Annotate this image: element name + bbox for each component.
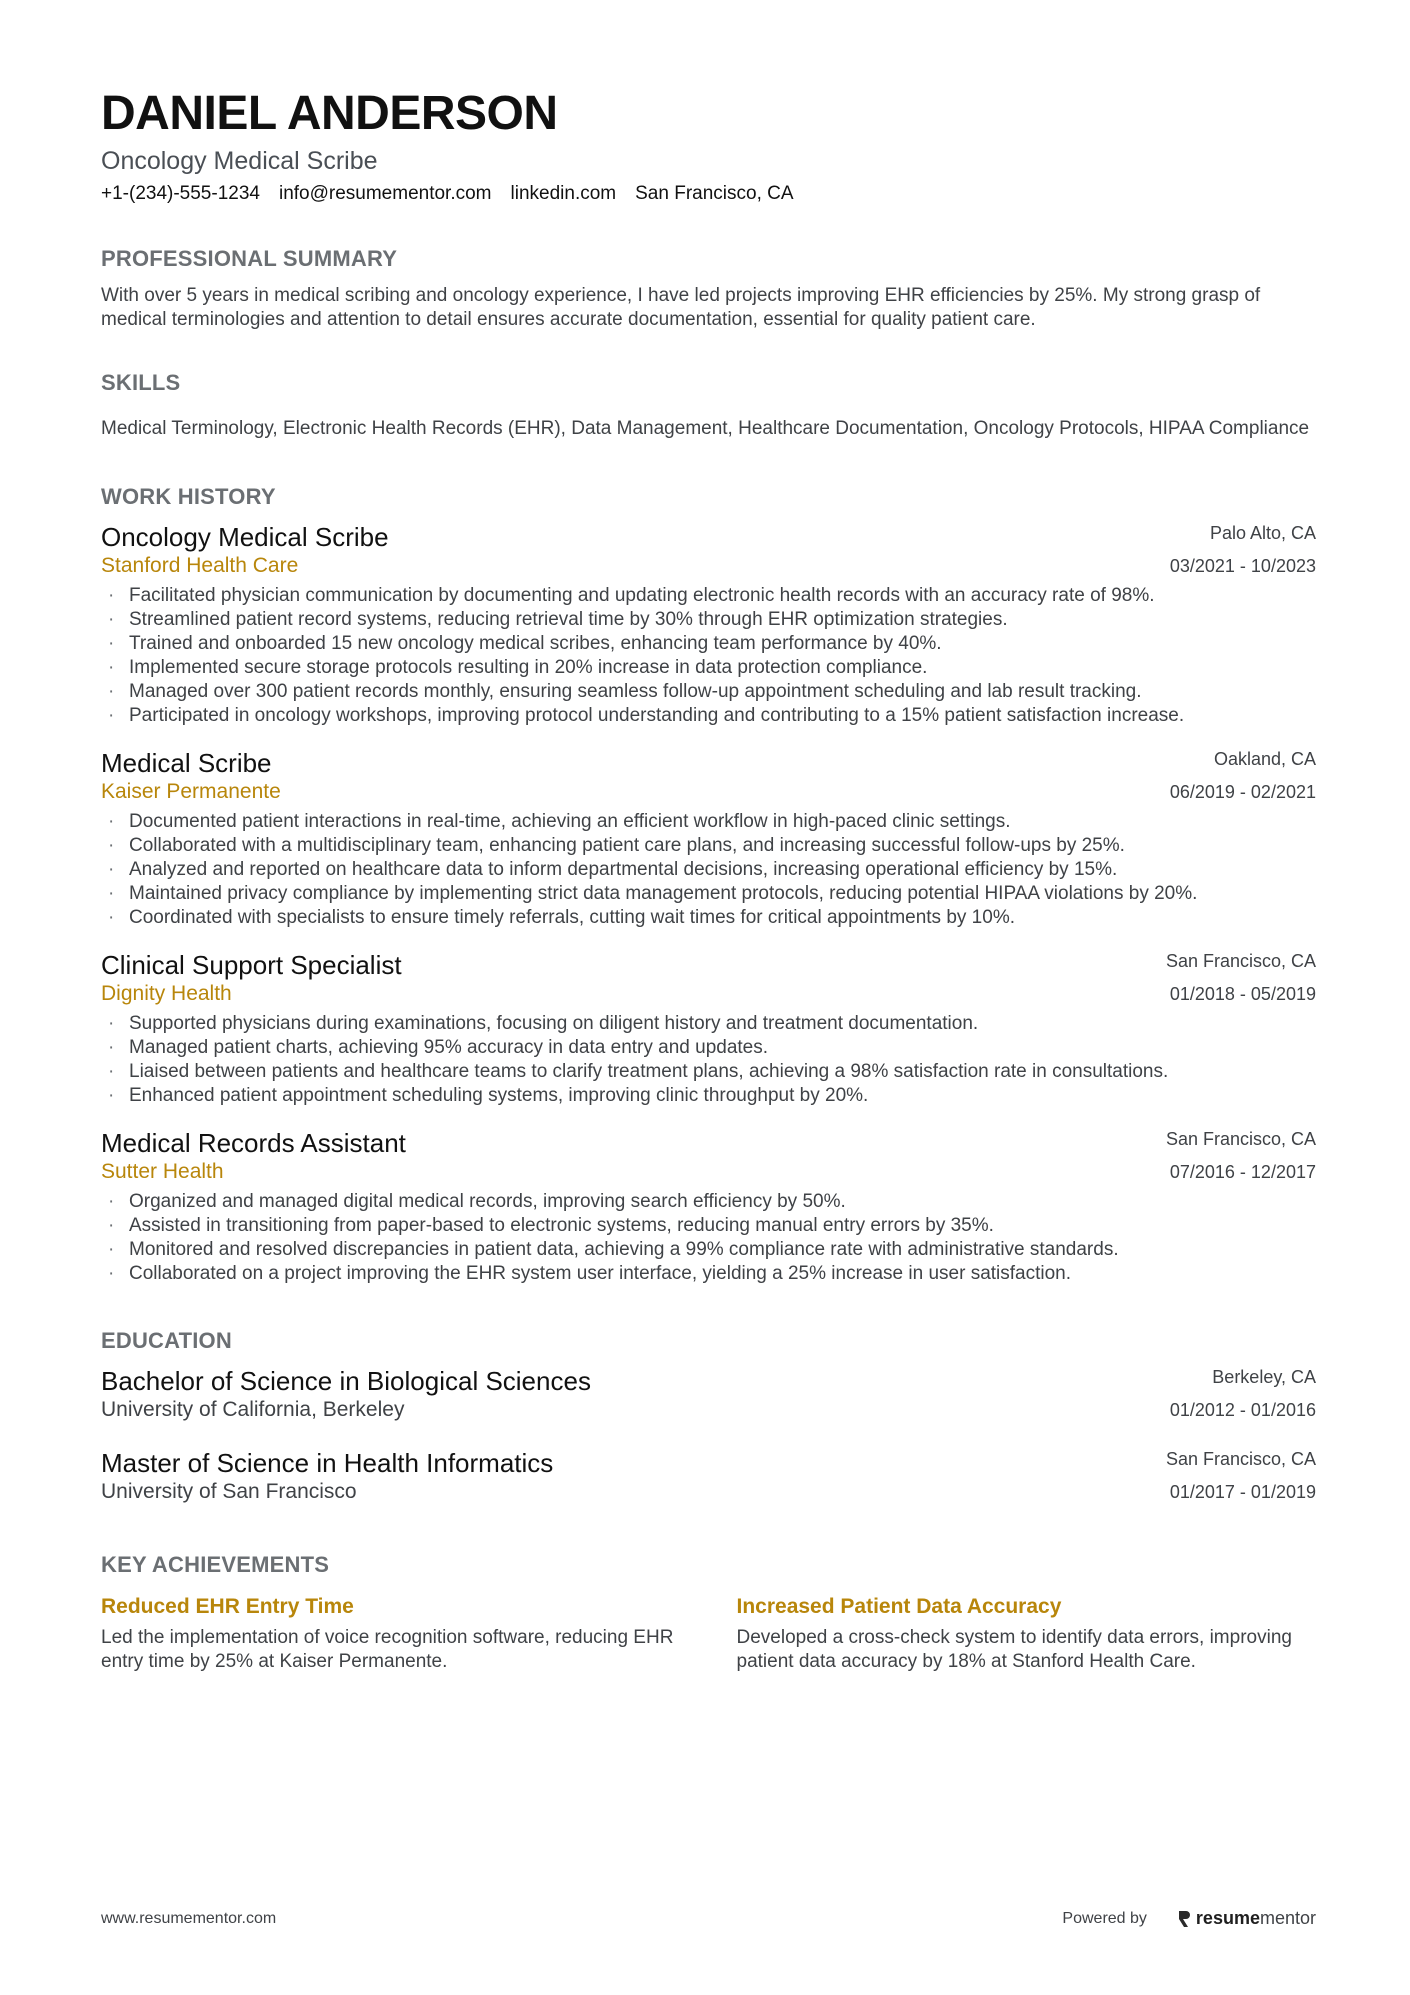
powered-by-label: Powered by (1062, 1909, 1147, 1927)
job-title: Clinical Support Specialist (101, 950, 402, 980)
achievement-item (737, 1594, 1317, 1674)
bullet-item: · Managed over 300 patient records monthly, ensuring seamless follow-up appointment scheduling and lab result tracking. (108, 681, 1142, 702)
bullet-item: · Facilitated physician communication by documenting and updating electronic health records with an accuracy rate of 98%. (108, 585, 1155, 606)
summary-section (101, 246, 1316, 332)
contact-email[interactable]: info@resumementor.com (278, 183, 492, 204)
bullet-item: · Trained and onboarded 15 new oncology medical scribes, enhancing team performance by 40%. (108, 633, 942, 654)
bullet-item: · Monitored and resolved discrepancies in patient data, achieving a 99% compliance rate with administrative standards. (108, 1239, 1119, 1260)
job-location: Palo Alto, CA (1209, 523, 1316, 543)
job-bullets (101, 1012, 1316, 1108)
education-dates: 01/2012 - 01/2016 (1169, 1400, 1316, 1420)
section-title-summary: PROFESSIONAL SUMMARY (101, 246, 398, 271)
bullet-item: · Documented patient interactions in real-time, achieving an efficient workflow in high-paced clinic settings. (108, 811, 1011, 832)
achievement-title: Reduced EHR Entry Time (101, 1595, 354, 1618)
section-title-education: EDUCATION (101, 1328, 232, 1353)
bullet-item: · Coordinated with specialists to ensure timely referrals, cutting wait times for critical appointments by 10%. (108, 907, 1015, 928)
job-bullets (101, 1190, 1316, 1286)
school-name: University of San Francisco (101, 1480, 357, 1503)
bullet-item: · Liaised between patients and healthcare teams to clarify treatment plans, achieving a 98% satisfaction rate in consultations. (108, 1061, 1169, 1082)
education-entry (101, 1366, 1316, 1424)
achievement-title: Increased Patient Data Accuracy (736, 1595, 1062, 1618)
achievements-grid (101, 1594, 1316, 1674)
bullet-item: · Organized and managed digital medical records, improving search efficiency by 50%. (108, 1191, 846, 1212)
contact-location: San Francisco, CA (635, 183, 794, 204)
job-company: Sutter Health (101, 1160, 224, 1183)
job-location: Oakland, CA (1213, 749, 1316, 769)
bullet-item: · Assisted in transitioning from paper-based to electronic systems, reducing manual entry errors by 35%. (108, 1215, 994, 1236)
brand-rest: mentor (1259, 1908, 1316, 1928)
contact-phone: +1-(234)-555-1234 (101, 183, 260, 204)
page-footer (101, 1908, 1316, 1929)
bullet-item: · Managed patient charts, achieving 95% accuracy in data entry and updates. (108, 1037, 769, 1058)
education-entry (101, 1448, 1316, 1506)
work-section (101, 484, 1316, 1286)
contact-row (101, 182, 1316, 206)
achievement-desc: Developed a cross-check system to identify data errors, improving patient data accuracy by 18% at Stanford Health Care. (736, 1627, 1292, 1672)
job-title: Medical Records Assistant (101, 1128, 406, 1158)
education-section (101, 1328, 1316, 1506)
skills-text: Medical Terminology, Electronic Health Records (EHR), Data Management, Healthcare Documentation, Oncology Protocols, HIPAA Compliance (101, 418, 1310, 439)
degree-title: Bachelor of Science in Biological Sciences (101, 1366, 591, 1396)
school-name: University of California, Berkeley (101, 1398, 405, 1421)
candidate-role: Oncology Medical Scribe (101, 147, 378, 175)
bullet-item: · Collaborated with a multidisciplinary team, enhancing patient care plans, and increasing successful follow-ups by 25%. (108, 835, 1125, 856)
job-bullets (101, 584, 1316, 728)
job-dates: 06/2019 - 02/2021 (1169, 782, 1316, 802)
contact-linkedin[interactable]: linkedin.com (510, 183, 617, 204)
job-entry (101, 1128, 1316, 1286)
job-company: Stanford Health Care (101, 554, 299, 577)
candidate-name: DANIEL ANDERSON (101, 87, 558, 140)
job-location: San Francisco, CA (1165, 1129, 1316, 1149)
bullet-item: · Maintained privacy compliance by implementing strict data management protocols, reducing potential HIPAA violations by 20%. (108, 883, 1198, 904)
footer-branding (1062, 1908, 1316, 1929)
bullet-item: · Streamlined patient record systems, reducing retrieval time by 30% through EHR optimization strategies. (108, 609, 1008, 630)
summary-text: With over 5 years in medical scribing and oncology experience, I have led projects improving EHR efficiencies by 25%. My strong grasp of medical terminologies and attention to detail ensures accurate documentation, essential for quality patient care. (101, 285, 1261, 330)
resumementor-logo-icon (1177, 1909, 1191, 1929)
achievement-desc: Led the implementation of voice recognition software, reducing EHR entry time by 25% at Kaiser Permanente. (101, 1627, 674, 1672)
resume-page (101, 86, 1316, 1674)
job-entry (101, 522, 1316, 728)
bullet-item: · Enhanced patient appointment scheduling systems, improving clinic throughput by 20%. (108, 1085, 869, 1106)
brand-logo[interactable] (1177, 1908, 1316, 1929)
job-bullets (101, 810, 1316, 930)
achievement-item (101, 1594, 681, 1674)
bullet-item: · Participated in oncology workshops, improving protocol understanding and contributing to a 15% patient satisfaction increase. (108, 705, 1185, 726)
job-dates: 03/2021 - 10/2023 (1169, 556, 1316, 576)
resume-header (101, 86, 1316, 206)
education-dates: 01/2017 - 01/2019 (1169, 1482, 1316, 1502)
job-company: Kaiser Permanente (101, 780, 281, 803)
job-entry (101, 950, 1316, 1108)
education-location: Berkeley, CA (1212, 1367, 1316, 1387)
job-entry (101, 748, 1316, 930)
bullet-item: · Implemented secure storage protocols resulting in 20% increase in data protection compliance. (108, 657, 928, 678)
footer-url[interactable]: www.resumementor.com (101, 1909, 277, 1927)
section-title-skills: SKILLS (101, 370, 181, 395)
job-dates: 01/2018 - 05/2019 (1169, 984, 1316, 1004)
job-title: Medical Scribe (101, 748, 272, 778)
bullet-item: · Supported physicians during examinations, focusing on diligent history and treatment documentation. (108, 1013, 979, 1034)
education-location: San Francisco, CA (1165, 1449, 1316, 1469)
job-title: Oncology Medical Scribe (101, 522, 389, 552)
section-title-work: WORK HISTORY (101, 484, 276, 509)
bullet-item: · Collaborated on a project improving the EHR system user interface, yielding a 25% increase in user satisfaction. (108, 1263, 1072, 1284)
achievements-section (101, 1552, 1316, 1674)
skills-section (101, 370, 1316, 441)
job-dates: 07/2016 - 12/2017 (1169, 1162, 1316, 1182)
job-location: San Francisco, CA (1165, 951, 1316, 971)
section-title-achievements: KEY ACHIEVEMENTS (101, 1552, 330, 1577)
brand-bold: resume (1195, 1908, 1260, 1928)
degree-title: Master of Science in Health Informatics (101, 1448, 554, 1478)
bullet-item: · Analyzed and reported on healthcare data to inform departmental decisions, increasing operational efficiency by 15%. (108, 859, 1118, 880)
job-company: Dignity Health (101, 982, 232, 1005)
